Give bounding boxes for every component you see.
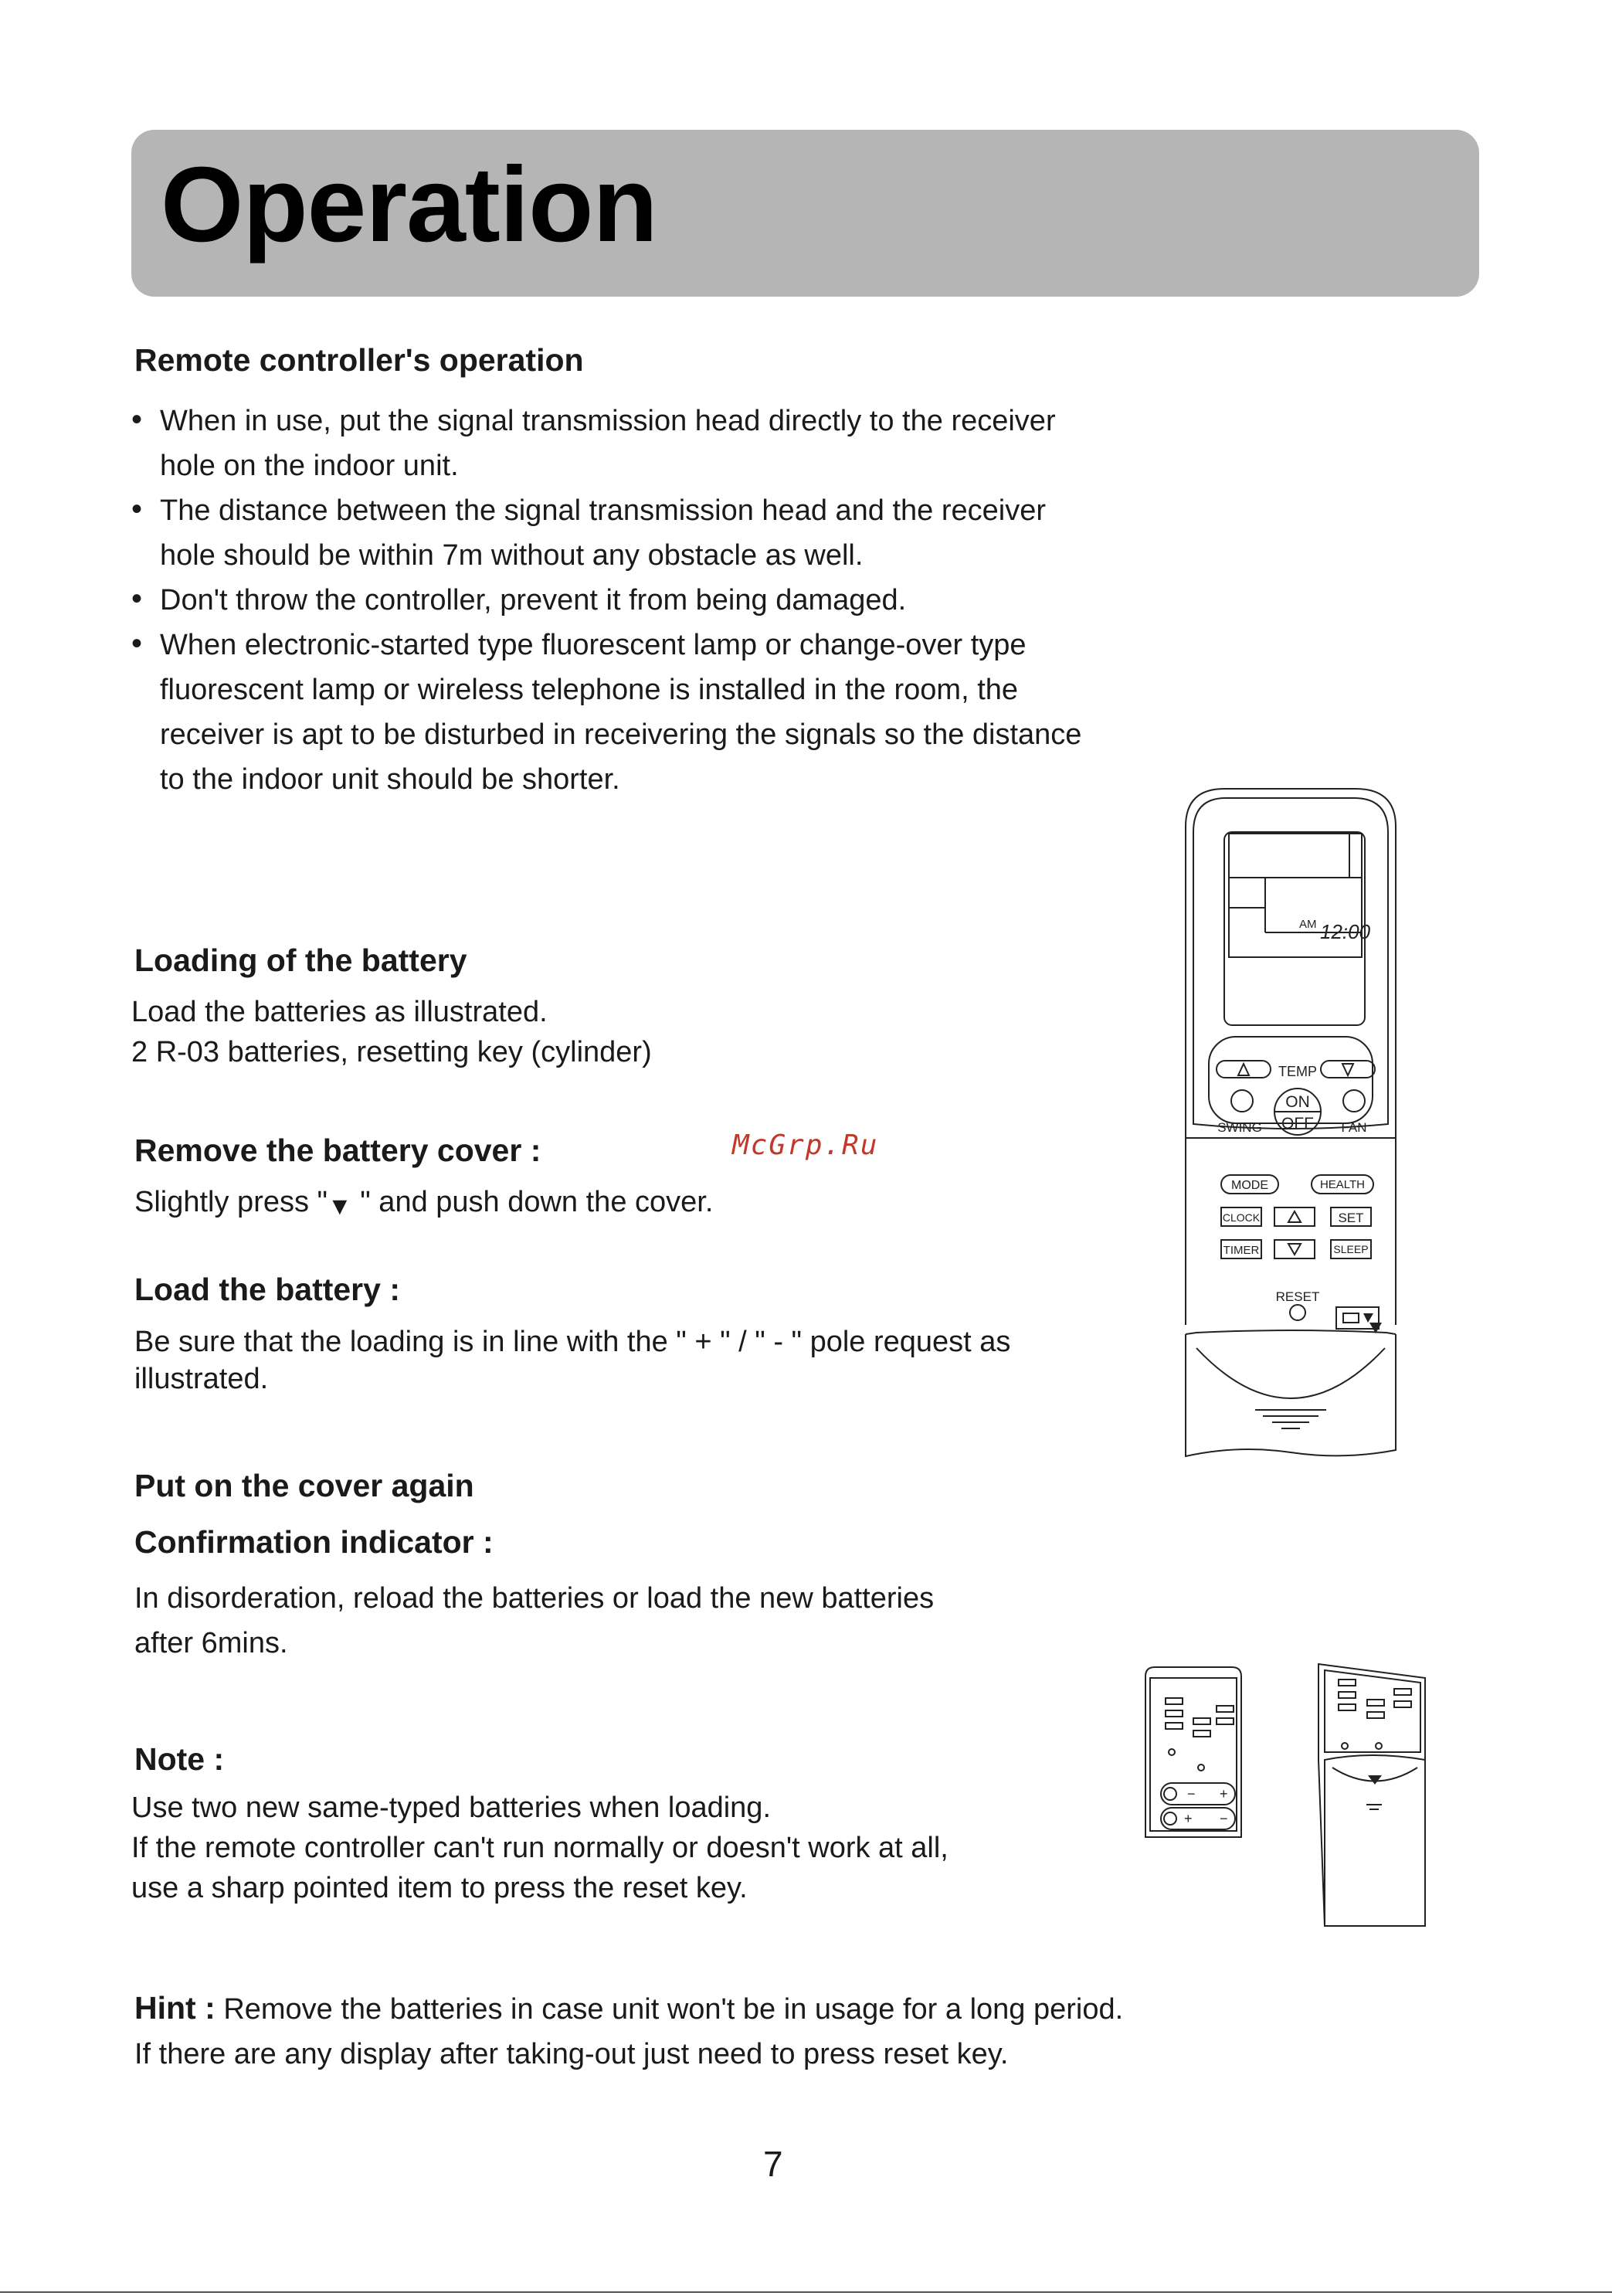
section-heading-note: Note :	[134, 1741, 225, 1777]
hint-line-1: Remove the batteries in case unit won't be in usage for a long period.	[223, 1993, 1124, 2026]
on-label: ON	[1285, 1093, 1310, 1111]
svg-text:−: −	[1220, 1811, 1228, 1826]
section-heading-confirmation: Confirmation indicator :	[134, 1524, 494, 1560]
list-item: • Don't throw the controller, prevent it from being damaged.	[131, 578, 1097, 623]
svg-text:+: +	[1184, 1811, 1193, 1826]
page-title: Operation	[161, 145, 657, 264]
svg-text:−: −	[1187, 1786, 1196, 1802]
page-number: 7	[763, 2144, 783, 2184]
note-line-2: If the remote controller can't run normally or doesn't work at all,	[131, 1832, 949, 1864]
remote-controller-illustration	[1178, 784, 1410, 1464]
loading-line-2: 2 R-03 batteries, resetting key (cylinder)	[131, 1036, 652, 1068]
swing-label: SWING	[1217, 1120, 1262, 1135]
section-heading-remove-cover: Remove the battery cover :	[134, 1133, 541, 1168]
watermark: McGrp.Ru	[732, 1129, 879, 1161]
note-line-3: use a sharp pointed item to press the reset key.	[131, 1872, 748, 1904]
list-item: • When in use, put the signal transmission head directly to the receiver hole on the indoor unit.	[131, 399, 1097, 488]
set-label: SET	[1338, 1211, 1364, 1225]
section-heading-loading: Loading of the battery	[134, 943, 467, 978]
loading-line-1: Load the batteries as illustrated.	[131, 996, 548, 1028]
section-heading-load-battery: Load the battery :	[134, 1272, 400, 1307]
mode-label: MODE	[1231, 1179, 1268, 1192]
temp-label: TEMP	[1278, 1064, 1318, 1079]
confirmation-line-1: In disorderation, reload the batteries or load the new batteries	[134, 1582, 935, 1615]
battery-compartment-illustration	[1139, 1659, 1448, 1934]
bullet-list	[131, 399, 1097, 802]
remove-cover-text: Slightly press "▼ " and push down the cover.	[134, 1186, 714, 1220]
fan-label: FAN	[1341, 1120, 1367, 1135]
load-battery-text: Be sure that the loading is in line with the " + " / " - " pole request as illustrated.	[134, 1326, 1011, 1395]
reset-label: RESET	[1275, 1289, 1320, 1304]
section-heading-cover-again: Put on the cover again	[134, 1468, 474, 1503]
hint-block	[134, 1985, 1370, 2077]
bottom-divider	[0, 2291, 1612, 2293]
list-item: • The distance between the signal transmission head and the receiver hole should be within 7m without any obstacle as well.	[131, 488, 1097, 578]
hint-label: Hint :	[134, 1990, 215, 2026]
confirmation-line-2: after 6mins.	[134, 1627, 288, 1659]
display-time: 12:00	[1320, 920, 1371, 943]
health-label: HEALTH	[1319, 1178, 1366, 1191]
display-am: AM	[1299, 918, 1317, 931]
clock-label: CLOCK	[1222, 1211, 1261, 1224]
off-label: OFF	[1281, 1115, 1314, 1133]
hint-line-2: If there are any display after taking-out just need to press reset key.	[134, 2038, 1009, 2070]
timer-label: TIMER	[1223, 1244, 1260, 1257]
sleep-label: SLEEP	[1333, 1243, 1369, 1255]
section-heading-remote-operation: Remote controller's operation	[134, 342, 584, 378]
down-arrow-icon: ▼	[327, 1192, 352, 1220]
svg-text:+: +	[1220, 1786, 1228, 1802]
note-line-1: Use two new same-typed batteries when loading.	[131, 1792, 772, 1824]
list-item: • When electronic-started type fluorescent lamp or change-over type fluorescent lamp or wireless telephone is installed in the room, the receiver is apt to be disturbed in receivering the signals so the distance to the indoor unit should be shorter.	[131, 623, 1097, 802]
